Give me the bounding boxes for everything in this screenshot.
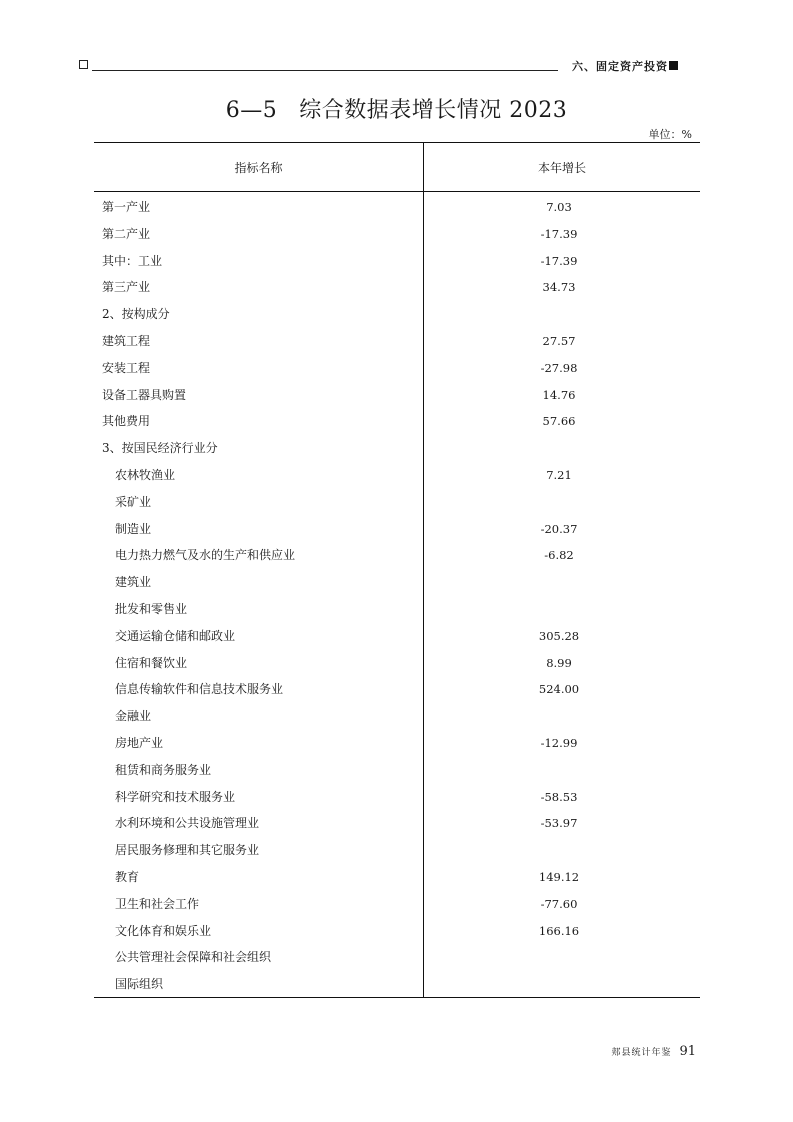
row-label: 采矿业 — [115, 494, 152, 509]
table-row — [94, 728, 700, 755]
row-label: 国际组织 — [115, 977, 164, 992]
header-square-icon — [669, 61, 678, 70]
row-value: -17.39 — [540, 253, 578, 268]
row-label: 第三产业 — [102, 280, 151, 295]
header-rule — [92, 70, 558, 71]
data-table — [94, 142, 700, 998]
table-row — [94, 755, 700, 782]
row-value: 524.00 — [538, 682, 580, 697]
table-row — [94, 380, 700, 407]
table-row — [94, 808, 700, 835]
row-value: 27.57 — [542, 333, 576, 348]
table-row — [94, 487, 700, 514]
table-row — [94, 594, 700, 621]
table-top-rule — [94, 142, 700, 143]
row-label: 科学研究和技术服务业 — [115, 789, 236, 804]
row-label: 交通运输仓储和邮政业 — [115, 628, 236, 643]
table-row — [94, 433, 700, 460]
row-value: 57.66 — [542, 414, 576, 429]
table-row — [94, 272, 700, 299]
row-label: 电力热力燃气及水的生产和供应业 — [115, 548, 296, 563]
row-value: 14.76 — [542, 387, 576, 402]
row-value: -12.99 — [540, 735, 578, 750]
table-row — [94, 567, 700, 594]
row-label: 租赁和商务服务业 — [115, 762, 212, 777]
table-row — [94, 648, 700, 675]
row-label: 设备工器具购置 — [102, 387, 187, 402]
row-label: 建筑业 — [115, 575, 152, 590]
table-row — [94, 326, 700, 353]
row-label: 3、按国民经济行业分 — [102, 441, 218, 456]
table-row — [94, 246, 700, 273]
table-body — [94, 192, 700, 996]
row-label: 教育 — [115, 869, 140, 884]
table-bottom-rule — [94, 997, 700, 998]
row-label: 居民服务修理和其它服务业 — [115, 843, 260, 858]
table-title-text: 综合数据表增长情况 2023 — [299, 98, 568, 123]
table-row — [94, 514, 700, 541]
row-label: 公共管理社会保障和社会组织 — [115, 950, 272, 965]
row-label: 农林牧渔业 — [115, 467, 176, 482]
table-row — [94, 540, 700, 567]
row-value: -77.60 — [540, 896, 578, 911]
table-row — [94, 299, 700, 326]
row-label: 2、按构成分 — [102, 307, 170, 322]
table-row — [94, 353, 700, 380]
table-row — [94, 219, 700, 246]
table-row — [94, 916, 700, 943]
row-value: -58.53 — [540, 789, 578, 804]
row-label: 建筑工程 — [102, 333, 151, 348]
column-header-indicator: 指标名称 — [234, 161, 283, 175]
row-label: 文化体育和娱乐业 — [115, 923, 212, 938]
row-label: 制造业 — [115, 521, 152, 536]
table-row — [94, 782, 700, 809]
header-box-icon — [79, 60, 88, 69]
row-label: 信息传输软件和信息技术服务业 — [115, 682, 284, 697]
table-row — [94, 942, 700, 969]
table-row — [94, 889, 700, 916]
table-number: 6—5 — [225, 98, 278, 123]
table-row — [94, 192, 700, 219]
table-row — [94, 621, 700, 648]
row-label: 第一产业 — [102, 200, 151, 214]
row-value: 8.99 — [546, 655, 572, 670]
column-header-growth: 本年增长 — [537, 161, 586, 175]
row-value: 34.73 — [542, 280, 576, 295]
page-number: 91 — [679, 1044, 696, 1059]
table-row — [94, 969, 700, 996]
table-row — [94, 862, 700, 889]
row-label: 金融业 — [115, 709, 152, 724]
row-value: -53.97 — [540, 816, 578, 831]
row-value: 7.21 — [546, 467, 572, 482]
footer-book-name: 郏县统计年鉴 — [611, 1048, 672, 1058]
running-header — [78, 57, 678, 75]
page-title — [0, 93, 793, 124]
page-footer — [611, 1044, 696, 1059]
table-row — [94, 460, 700, 487]
row-label: 安装工程 — [102, 360, 151, 375]
row-value: 7.03 — [546, 200, 572, 214]
row-value: -27.98 — [540, 360, 578, 375]
row-label: 住宿和餐饮业 — [115, 655, 188, 670]
table-row — [94, 674, 700, 701]
row-value: 166.16 — [538, 923, 580, 938]
row-label: 其他费用 — [102, 414, 151, 429]
row-value: 149.12 — [538, 869, 580, 884]
unit-label: 单位：% — [648, 128, 692, 141]
row-label: 卫生和社会工作 — [115, 896, 200, 911]
row-label: 房地产业 — [115, 735, 164, 750]
header-section-label: 六、固定资产投资 — [572, 60, 668, 73]
row-label: 批发和零售业 — [115, 601, 188, 616]
row-label: 水利环境和公共设施管理业 — [115, 816, 260, 831]
table-row — [94, 701, 700, 728]
row-label: 其中：工业 — [102, 253, 163, 268]
table-row — [94, 835, 700, 862]
row-value: 305.28 — [538, 628, 580, 643]
row-value: -17.39 — [540, 226, 578, 241]
row-value: -20.37 — [540, 521, 578, 536]
row-value: -6.82 — [544, 548, 574, 563]
table-row — [94, 406, 700, 433]
row-label: 第二产业 — [102, 226, 151, 241]
